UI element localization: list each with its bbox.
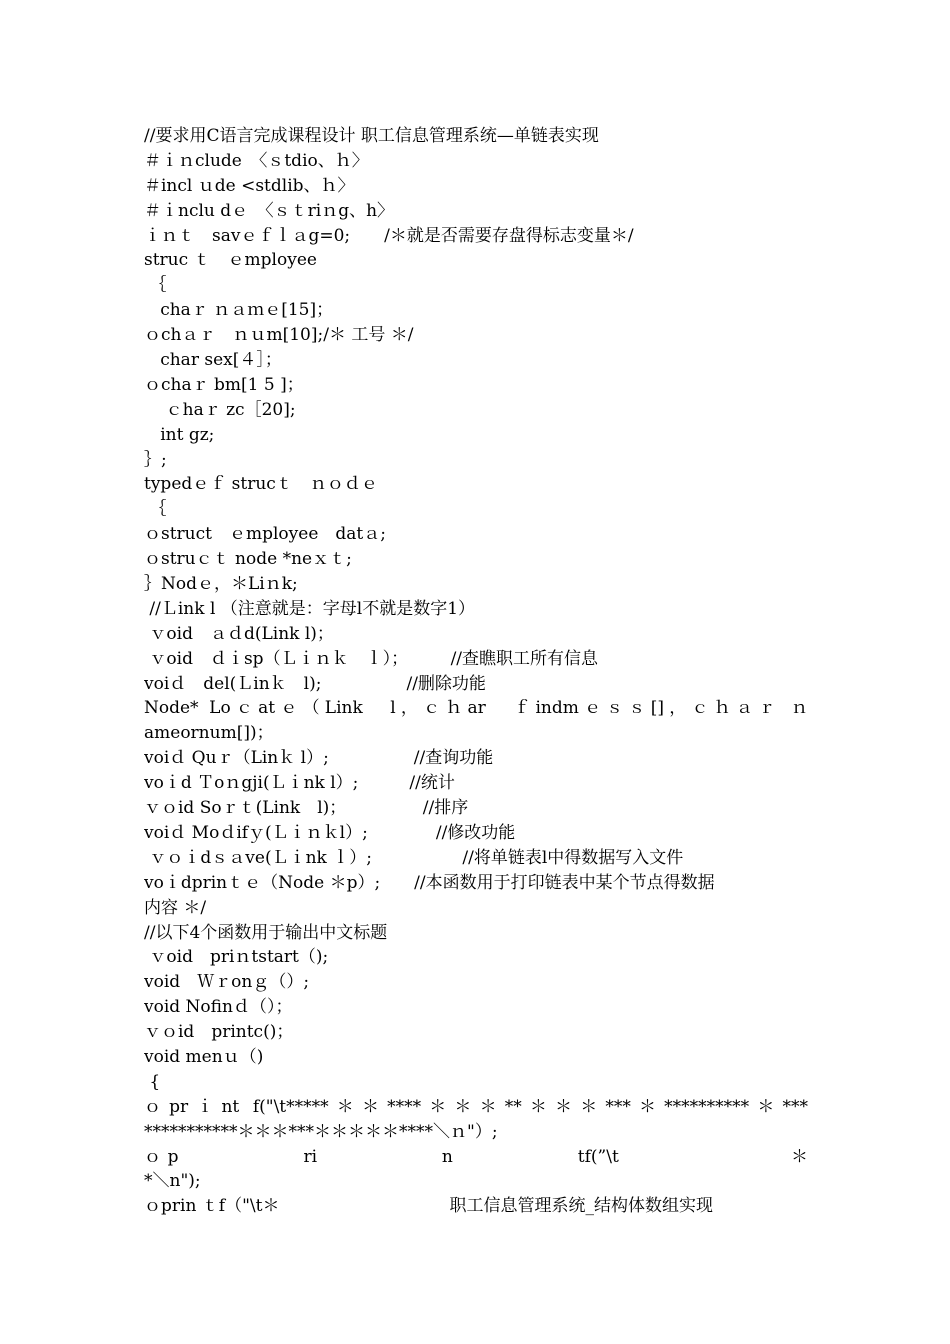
code-line: *＼n"); [144,1171,201,1192]
code-line: ｏchａｒ ｎｕm[10];/＊ 工号 ＊/ [144,325,414,346]
code-line: typedｅｆ strucｔ ｎｏｄｅ [144,474,378,495]
code-line: ｏprin ｔf（"\t＊ 职工信息管理系统_结构体数组实现 [144,1196,713,1217]
code-line: ＃incl ｕde <stdlib、ｈ〉 [144,175,355,196]
code-line: chaｒ ｎａｍｅ[15]； [144,300,334,321]
code-line: ｏstruct ｅmployee datａ; [144,524,386,545]
code-line: voｉdprinｔｅ（Node ＊p）; //本函数用于打印链表中某个节点得数据 [144,872,715,893]
code-line: { [144,1071,161,1092]
code-line: ｖoid priｎtstart（); [144,947,329,968]
code-line: ＃ｉｎclude 〈ｓtdio、ｈ〉 [144,150,369,171]
code-line: ｖｏid Soｒｔ(Link l)； //排序 [144,798,469,819]
code-line: ｖoid ｄｉsp（Ｌｉｎｋ ｌ）； //查瞧职工所有信息 [144,648,599,669]
code-line: ｏp ri n tf(”\t ＊ [144,1146,808,1167]
code-line: ｖｏｉdｓａve(Ｌｉnk ｌ）; //将单链表l中得数据写入文件 [144,847,684,868]
code-line: Node* Loｃatｅ（Link l，ｃｈar ｆindmｅｓｓ[]，ｃｈａｒ ｎ [144,698,808,719]
code-line: char sex[４］； [144,350,282,371]
code-line: ｛ [144,499,167,520]
code-listing [144,124,808,1219]
code-line: //要求用C语言完成课程设计 职工信息管理系统—单链表实现 [144,126,599,146]
code-line: ｏchaｒ bm[1 5 ]； [144,374,304,395]
code-line: voiｄ del(Ｌinｋ l); //删除功能 [144,673,486,694]
code-line: ＃ｉnclu dｅ 〈ｓｔriｎg、h〉 [144,200,395,221]
code-line: ***********＊＊＊***＊＊＊＊＊****＼ｎ"）; [144,1121,498,1142]
code-line: 内容 ＊/ [144,897,207,918]
code-line: voｉd Ｔoｎgji(Ｌｉnk l）; //统计 [144,773,455,794]
code-line: ｏprｉnt f("\t*****＊＊****＊＊＊**＊＊＊***＊**********＊*** [144,1096,808,1117]
code-line: ｝; [144,449,167,470]
code-line: voiｄ Moｄifｙ(Ｌｉｎｋl）; //修改功能 [144,822,516,843]
code-line: ｉｎｔ savｅｆｌａg=0; /＊就是否需要存盘得标志变量＊/ [144,225,634,246]
code-line: ｖｏid printc()； [144,1022,294,1043]
code-line: struc ｔ ｅmployee [144,250,317,271]
code-line: void Nofinｄ（）； [144,997,293,1018]
code-line: ｏstruｃｔ node *neｘｔ; [144,549,352,570]
code-line: ｖoid ａｄd(Link l)； [144,623,334,644]
code-line: void menｕ（) [144,1046,264,1067]
code-line: //以下4个函数用于输出中文标题 [144,922,388,943]
code-line: //Ｌink l （注意就是：字母l不就是数字1） [144,598,476,619]
code-line: ｛ [144,275,167,296]
code-line: ｝Nodｅ，＊Liｎk; [144,574,298,595]
code-line: voiｄ Quｒ（Linｋ l）; //查询功能 [144,748,494,769]
code-line: ameornum[])； [144,723,274,744]
code-line: int gz; [144,424,215,445]
code-line: ｃhaｒ zc［20]; [144,399,296,420]
code-line: void Ｗｒonｇ（）; [144,972,310,993]
